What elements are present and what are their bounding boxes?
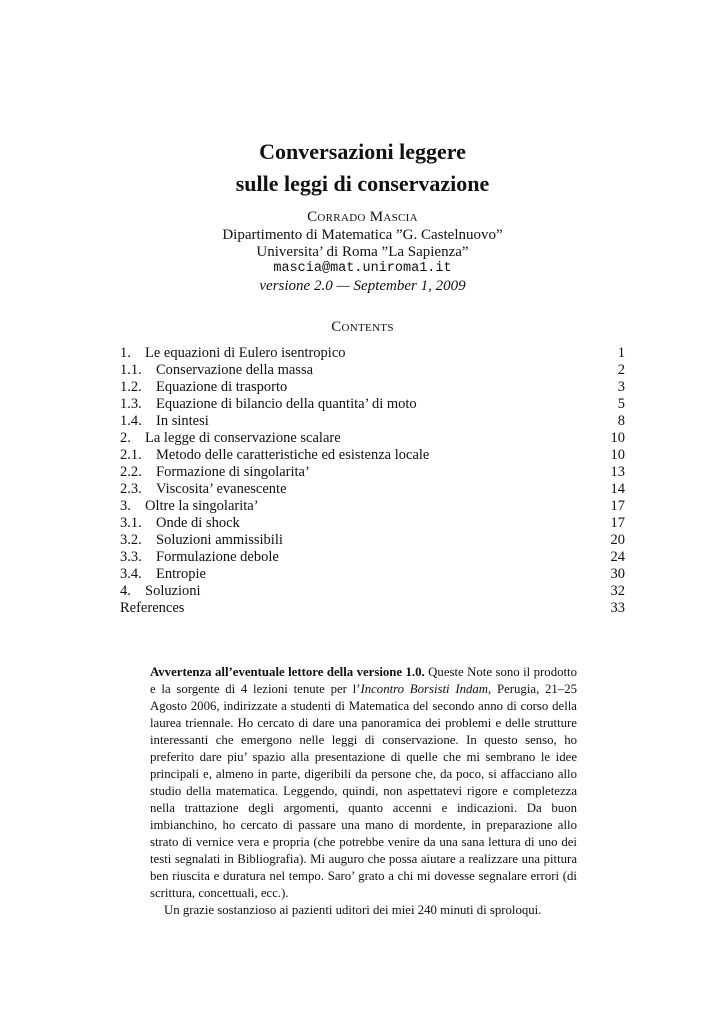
toc-entry-number: 1. [120,345,131,361]
toc-entry-number: 3.4. [120,566,142,582]
toc-entry-number: 1.3. [120,396,142,412]
toc-entry-title: Oltre la singolarita’ [145,498,259,514]
toc-entry[interactable] [120,396,625,413]
notice-paragraph-2: Un grazie sostanzioso ai pazienti uditori dei miei 240 minuti di sproloqui. [164,903,542,917]
toc-entry-title: Viscosita’ evanescente [156,481,287,497]
notice-text-b: , Perugia, 21–25 Agosto 2006, indirizzate a studenti di Matematica del secondo anno di corso della laurea triennale. Ho cercato di dare una panoramica dei problemi e delle strutture interessanti che emergono nelle leggi di conservazione. In questo senso, ho preferito dare piu’ spazio alla presentazione di quelle che mi sembrano le idee principali e, almeno in parte, digeribili da persone che, da poco, si affacciano allo studio della matematica. Leggendo, quindi, non aspettatevi rigore e completezza nella trattazione degli argomenti, quanto accenni e indicazioni. Da buon imbianchino, ho cercato di passare una mano di mordente, in preparazione allo strato di vernice vera e propria (che potrebbe venire da una sana lettura di uno dei testi segnalati in Bibliografia). Mi auguro che possa aiutare a realizzare una pittura ben riuscita e duratura nel tempo. Saro’ grato a chi mi dovesse segnalare errori (di scrittura, concettuali, ecc.). [150,682,577,900]
toc-entry[interactable] [120,362,625,379]
toc-entry-number: 1.1. [120,362,142,378]
toc-entry[interactable] [120,345,625,362]
author-name: Corrado Mascia [307,209,418,225]
notice-block [150,664,577,919]
affiliation-department: Dipartimento di Matematica ”G. Castelnuovo” [222,227,503,243]
toc-entry-page: 10 [610,430,625,446]
toc-entry-page: 3 [617,379,625,395]
toc-entry-title: Onde di shock [156,515,240,531]
toc-entry[interactable] [120,600,625,617]
toc-entry-page: 5 [617,396,625,412]
toc-entry-page: 32 [610,583,625,599]
toc-entry-number: 3.1. [120,515,142,531]
version-date: versione 2.0 — September 1, 2009 [259,278,466,294]
notice-text-a: Queste Note sono il prodotto e la sorgente di 4 lezioni tenute per l’ [150,665,578,696]
toc-entry[interactable] [120,549,625,566]
toc-entry[interactable] [120,464,625,481]
toc-entry-title: References [120,600,185,616]
toc-entry-title: La legge di conservazione scalare [145,430,341,446]
toc-entry[interactable] [120,379,625,396]
toc-entry-title: Formulazione debole [156,549,279,565]
affiliation-university: Universita’ di Roma ”La Sapienza” [256,244,469,260]
toc-entry-number: 2.1. [120,447,142,463]
toc-entry[interactable] [120,532,625,549]
notice-paragraph-1 [150,664,577,902]
toc-entry[interactable] [120,413,625,430]
toc-entry-page: 10 [610,447,625,463]
toc-entry-number: 2.3. [120,481,142,497]
toc-entry-number: 1.2. [120,379,142,395]
toc-entry[interactable] [120,447,625,464]
paper-title-line-2: sulle leggi di conservazione [235,171,490,196]
toc-entry[interactable] [120,430,625,447]
toc-entry-number: 3.2. [120,532,142,548]
notice-lead: Avvertenza all’eventuale lettore della versione 1.0. [150,665,425,679]
toc-entry[interactable] [120,498,625,515]
toc-entry-page: 14 [610,481,625,497]
toc-entry[interactable] [120,481,625,498]
toc-entry-title: Equazione di trasporto [156,379,288,395]
toc-entry-title: Conservazione della massa [156,362,314,378]
toc-entry[interactable] [120,515,625,532]
toc-entry-title: Soluzioni ammissibili [156,532,283,548]
toc-entry[interactable] [120,566,625,583]
toc-entry-title: Equazione di bilancio della quantita’ di moto [156,396,417,412]
author-email: mascia@mat.uniroma1.it [273,261,452,276]
toc-entry-page: 30 [610,566,625,582]
toc-entry-number: 3. [120,498,131,514]
toc-entry[interactable] [120,583,625,600]
toc-entry-page: 20 [610,532,625,548]
paper-title-line-1: Conversazioni leggere [259,139,466,164]
toc-entry-page: 33 [610,600,625,616]
toc-entry-page: 17 [610,498,625,514]
toc-entry-title: Metodo delle caratteristiche ed esistenza locale [156,447,430,463]
toc-entry-title: Formazione di singolarita’ [156,464,310,480]
toc-entry-number: 3.3. [120,549,142,565]
toc-entry-number: 2. [120,430,131,446]
toc-entry-title: Entropie [156,566,206,582]
notice-event-name: Incontro Borsisti Indam [360,682,489,696]
table-of-contents [120,345,625,617]
toc-entry-page: 17 [610,515,625,531]
toc-entry-title: Soluzioni [145,583,201,599]
toc-entry-number: 2.2. [120,464,142,480]
toc-entry-page: 2 [617,362,625,378]
toc-entry-page: 8 [617,413,625,429]
toc-entry-page: 13 [610,464,625,480]
toc-entry-page: 24 [610,549,625,565]
toc-entry-number: 1.4. [120,413,142,429]
toc-entry-title: In sintesi [156,413,209,429]
toc-entry-title: Le equazioni di Eulero isentropico [145,345,346,361]
toc-entry-number: 4. [120,583,131,599]
toc-entry-page: 1 [617,345,625,361]
contents-heading: Contents [331,319,394,335]
